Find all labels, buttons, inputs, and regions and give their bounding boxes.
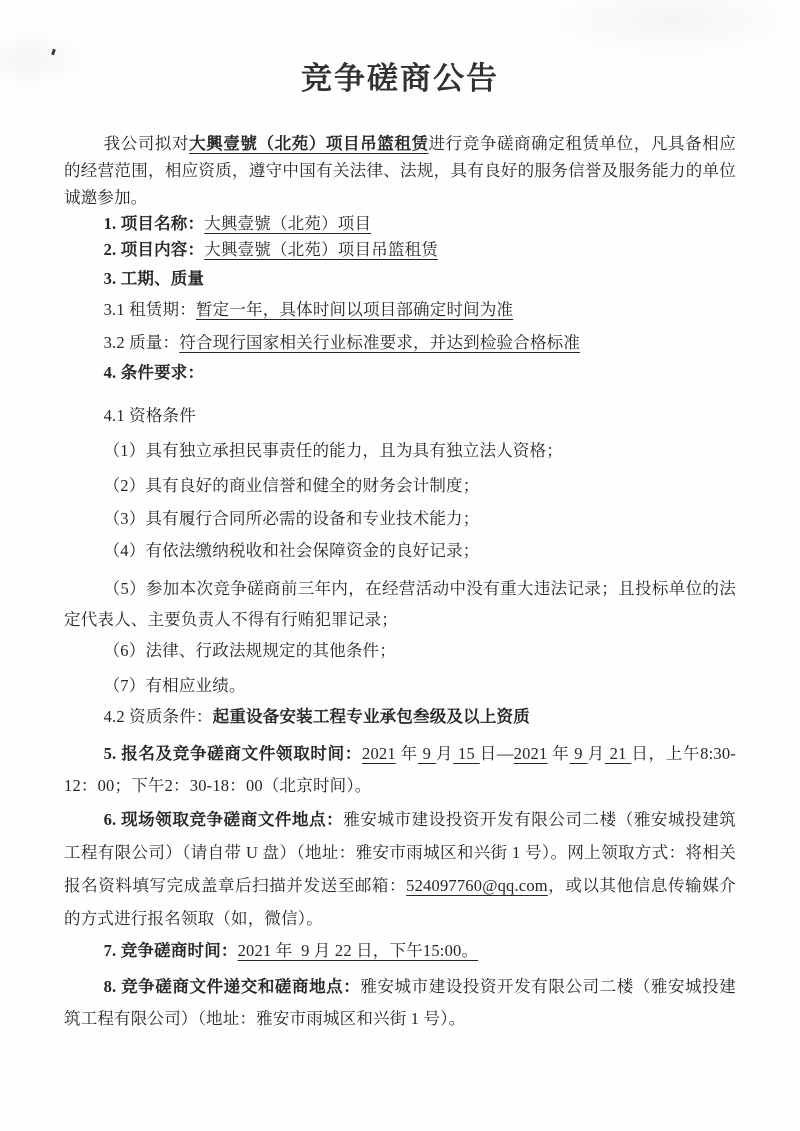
document-body — [0, 130, 800, 1035]
item-6-label: 6. 现场领取竞争磋商文件地点： — [103, 810, 344, 829]
item-7-consultation-time — [64, 935, 736, 967]
item-2-project-content — [64, 237, 736, 263]
item-6-onsite-collection-location — [64, 803, 736, 935]
condition-3: （3）具有履行合同所必需的设备和专业技术能力； — [103, 509, 480, 528]
item-4-1-heading — [64, 403, 736, 429]
item-4-2-qualification — [64, 704, 736, 730]
item-5-sep-month-2: 月 — [587, 744, 605, 763]
item-5-sep-dash: 日— — [479, 744, 514, 763]
item-5-sep-year: 年 — [395, 744, 418, 763]
condition-1: （1）具有独立承担民事责任的能力，且为具有独立法人资格； — [103, 441, 563, 460]
item-7-label: 7. 竞争磋商时间： — [103, 941, 238, 960]
item-5-month-2: 9 — [569, 744, 588, 763]
intro-pre-text: 我公司拟对 — [103, 134, 190, 153]
page-title: 竞争磋商公告 — [301, 61, 499, 96]
condition-7: （7）有相应业绩。 — [103, 676, 246, 695]
item-8-submission-location — [64, 971, 736, 1035]
item-3-2-value: 符合现行国家相关行业标准要求，并达到检验合格标准 — [179, 333, 581, 352]
item-8-label: 8. 竞争磋商文件递交和磋商地点： — [103, 977, 361, 996]
item-4-2-value: 起重设备安装工程专业承包叁级及以上资质 — [212, 707, 530, 726]
item-5-day-2: 21 — [604, 744, 632, 763]
item-5-month-1: 9 — [417, 744, 436, 763]
item-8-value: 雅安城市建设投资开发有限公司二楼（雅安城投建筑工程有限公司）（地址：雅安市雨城区和兴街 1 号）。 — [64, 977, 736, 1028]
item-2-value: 大興壹號（北苑）项目吊篮租赁 — [204, 240, 439, 259]
item-4-label: 4. 条件要求： — [103, 363, 205, 382]
item-3-heading — [64, 266, 736, 292]
condition-4: （4）有依法缴纳税收和社会保障资金的良好记录； — [103, 541, 480, 560]
item-3-1-lease-period — [64, 297, 736, 323]
intro-project-name: 大興壹號（北苑）项目吊篮租赁 — [189, 134, 429, 153]
item-7-value: 2021 年 9 月 22 日，下午15:00。 — [237, 941, 479, 960]
intro-post-text: 进行竞争磋商确定租赁单位，凡具备相应的经营范围，相应资质，遵守中国有关法律、法规，具有良好的服务信誉及服务能力的单位诚邀参加。 — [64, 134, 736, 207]
item-6-tail-text: ，或以其他信息传输媒介的方式进行报名领取（如，微信）。 — [64, 876, 737, 928]
item-4-1-label: 4.1 资格条件 — [103, 406, 196, 425]
scan-artifact — [540, 0, 800, 60]
item-5-document-collection-time — [64, 738, 736, 802]
condition-5: （5）参加本次竞争磋商前三年内，在经营活动中没有重大违法记录；且投标单位的法定代表人、主要负责人不得有行贿犯罪记录； — [64, 579, 736, 629]
item-5-day-1: 15 — [453, 744, 480, 763]
item-2-label: 2. 项目内容： — [103, 240, 205, 259]
condition-2: （2）具有良好的商业信誉和健全的财务会计制度； — [103, 476, 480, 495]
item-4-heading — [64, 360, 736, 386]
item-1-project-name — [64, 211, 736, 237]
item-3-label: 3. 工期、质量 — [103, 269, 205, 288]
item-5-sep-month: 月 — [435, 744, 454, 763]
item-5-label: 5. 报名及竞争磋商文件领取时间： — [103, 744, 363, 763]
item-3-1-label: 3.1 租赁期： — [103, 300, 196, 319]
item-5-year-2: 2021 — [513, 744, 548, 763]
condition-6: （6）法律、行政法规规定的其他条件； — [103, 641, 396, 660]
item-3-1-value: 暂定一年，具体时间以项目部确定时间为准 — [195, 300, 514, 319]
item-5-year-1: 2021 — [362, 744, 396, 763]
item-3-2-quality — [64, 330, 736, 356]
item-1-value: 大興壹號（北苑）项目 — [204, 214, 372, 233]
item-1-label: 1. 项目名称： — [103, 214, 205, 233]
item-4-2-label: 4.2 资质条件： — [103, 707, 213, 726]
item-6-email: 524097760@qq.com — [406, 876, 548, 895]
intro-paragraph — [64, 130, 736, 211]
item-6-body-text: 雅安城市建设投资开发有限公司二楼（雅安城投建筑工程有限公司）（请自带 U 盘）（地址：雅安市雨城区和兴街 1 号）。网上领取方式：将相关报名资料填写完成盖章后扫描并发送至邮箱： — [64, 810, 736, 895]
item-3-2-label: 3.2 质量： — [103, 333, 180, 352]
item-5-tail-text: 日，上午8:30-12：00；下午2：30-18：00（北京时间）。 — [64, 744, 736, 795]
item-5-sep-year-2: 年 — [547, 744, 570, 763]
